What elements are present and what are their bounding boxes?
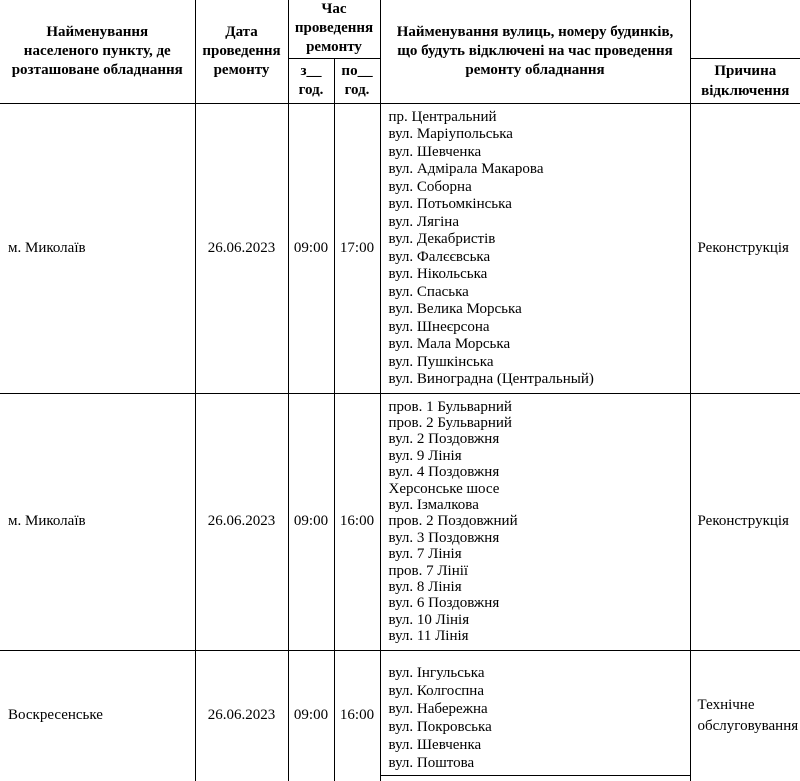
street-line: вул. 2 Поздовжня	[388, 431, 500, 448]
street-line: вул. Соборна	[388, 178, 472, 195]
cell-settlement: Воскресенське	[8, 707, 103, 724]
cell-streets	[380, 103, 690, 393]
cell-time-from: 09:00	[288, 393, 334, 650]
street-line: вул. Фалєєвська	[388, 248, 491, 265]
street-line: вул. 8 Лінія	[388, 578, 462, 595]
header-reason-spacer	[690, 0, 800, 58]
street-line: вул. Пушкінська	[388, 353, 494, 370]
header-row-top	[0, 0, 800, 58]
street-line: вул. 7 Лінія	[388, 546, 462, 563]
street-line: вул. 10 Лінія	[388, 611, 470, 628]
cell-reason: Реконструкція	[690, 393, 800, 650]
street-line: вул. Ізмалкова	[388, 496, 479, 513]
street-line: вул. Шевченка	[388, 736, 482, 753]
cell-time-to: 16:00	[334, 393, 380, 650]
header-time-from-prefix: з__	[300, 62, 322, 79]
street-line: вул. Декабристів	[388, 231, 496, 247]
table-row	[0, 393, 800, 650]
header-time-to-prefix: по__	[341, 62, 373, 79]
header-time-from-unit: год.	[298, 81, 324, 98]
street-line: вул. 6 Поздовжня	[388, 595, 500, 612]
street-line: Херсонське шосе	[388, 480, 500, 497]
street-line: вул. 9 Лінія	[388, 447, 462, 464]
cell-time-to: 16:00	[334, 650, 380, 781]
cell-time-from: 09:00	[288, 650, 334, 781]
street-line: вул. Лягіна	[388, 213, 459, 230]
cell-time-to: 17:00	[334, 103, 380, 393]
cell-streets	[380, 650, 690, 781]
header-time: Час проведення ремонту	[288, 0, 380, 58]
street-line: вул. 3 Поздовжня	[388, 529, 500, 546]
street-line: пров. 1 Бульварний	[388, 398, 512, 415]
street-line: пр. Центральний	[388, 108, 497, 125]
header-streets: Найменування вулиць, номеру будинків, що будуть відключені на час проведення ремонту обладнання	[380, 0, 690, 103]
cell-reason: Технічне обслуговування	[690, 650, 800, 781]
street-line: вул. Нікольська	[388, 266, 488, 282]
table-header	[0, 0, 800, 103]
street-line: вул. Набережна	[388, 700, 488, 717]
header-reason: Причина відключення	[690, 58, 800, 103]
streets-list	[389, 394, 690, 645]
street-line: вул. Інгульська	[388, 664, 485, 681]
header-time-to-unit: год.	[344, 81, 370, 98]
cell-reason: Реконструкція	[690, 103, 800, 393]
street-line: вул. Велика Морська	[388, 301, 522, 317]
street-line: вул. Покровська	[388, 718, 492, 735]
street-line: вул. Шевченка	[388, 143, 482, 160]
table-row	[0, 650, 800, 781]
street-line: вул. Адмірала Макарова	[388, 161, 544, 177]
table-row	[0, 103, 800, 393]
street-line: вул. Поштова	[388, 754, 475, 771]
header-settlement: Найменування населеного пункту, де розташоване обладнання	[0, 0, 195, 103]
street-line: пров. 7 Лінії	[388, 562, 469, 579]
streets-list	[381, 651, 690, 776]
header-date: Дата проведення ремонту	[195, 0, 288, 103]
street-line: вул. 11 Лінія	[388, 628, 469, 645]
street-line: вул. Колгоспна	[388, 682, 484, 699]
table-body	[0, 103, 800, 781]
cell-date: 26.06.2023	[195, 103, 288, 393]
street-line: пров. 2 Поздовжний	[388, 513, 518, 530]
cell-time-from: 09:00	[288, 103, 334, 393]
cell-settlement: м. Миколаїв	[0, 103, 195, 393]
street-line: вул. Мала Морська	[388, 336, 511, 352]
street-line: вул. Спаська	[388, 283, 469, 300]
street-line: вул. Виноградна (Центральный)	[388, 371, 594, 387]
street-line: вул. Маріупольська	[388, 126, 513, 142]
street-line: вул. 4 Поздовжня	[388, 464, 500, 481]
header-time-to	[334, 58, 380, 103]
cell-date: 26.06.2023	[195, 393, 288, 650]
street-line: вул. Шнеєрсона	[388, 318, 490, 335]
cell-settlement: м. Миколаїв	[0, 393, 195, 650]
header-time-from	[288, 58, 334, 103]
cell-streets	[380, 393, 690, 650]
streets-list	[389, 104, 690, 389]
street-line: пров. 2 Бульварний	[388, 414, 512, 431]
street-line: вул. Потьомкінська	[388, 196, 512, 212]
cell-date: 26.06.2023	[195, 650, 288, 781]
